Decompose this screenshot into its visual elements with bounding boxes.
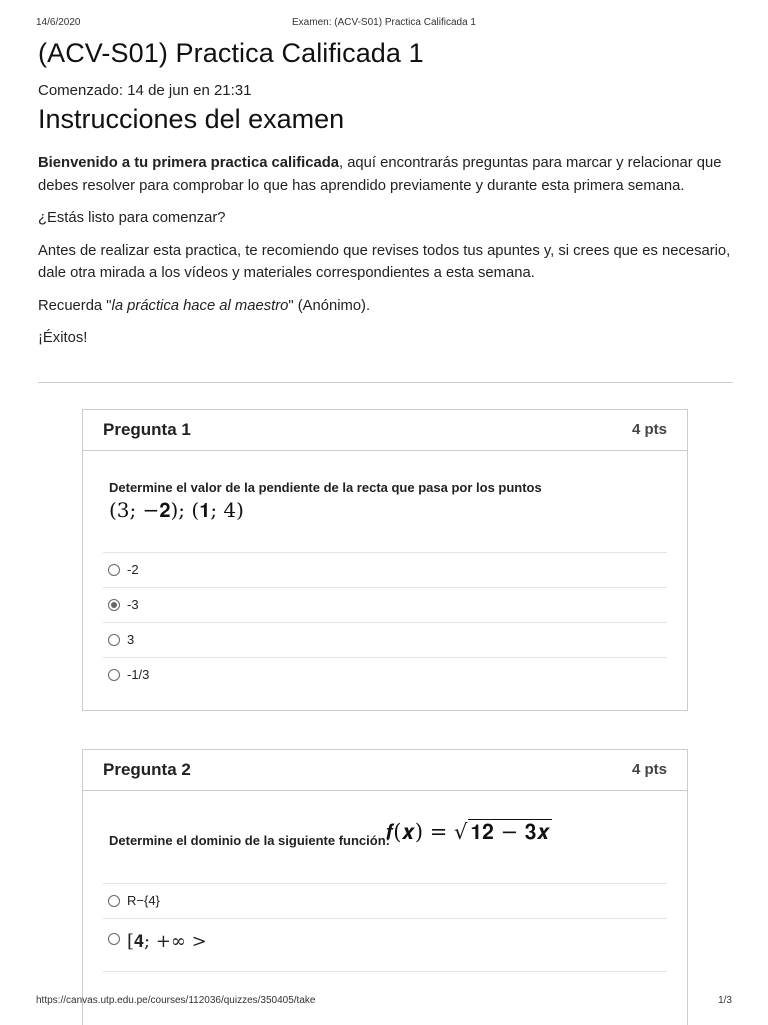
answer-label[interactable]: -2 [127,562,139,577]
question-math-expression [386,819,552,845]
answer-list [103,552,667,692]
function-lhs: 𝒇(𝒙) = √ [386,820,468,844]
answer-label[interactable]: R−{4} [127,893,160,908]
radio-button[interactable] [108,895,120,907]
print-header [36,17,732,31]
radio-button[interactable] [108,564,120,576]
instructions-paragraph-welcome [38,152,738,197]
answer-option[interactable] [103,587,667,622]
question-points: 4 pts [631,761,667,778]
answer-option[interactable] [103,622,667,657]
answer-label[interactable]: [𝟒; +∞ > [127,931,207,952]
radio-button[interactable] [108,933,120,945]
quote-italic: la práctica hace al maestro [111,297,289,314]
quiz-title: (ACV-S01) Practica Calificada 1 [38,38,424,68]
instructions-body [38,152,738,360]
question-card-2 [82,749,688,1025]
instructions-heading: Instrucciones del examen [38,104,345,134]
answer-option[interactable] [103,552,667,587]
print-page-number: 1/3 [718,995,732,1006]
question-header [83,410,687,451]
welcome-rest-text: , aquí encontrarás preguntas para marcar y relacionar que debes resolver para comprobar lo que has aprendido previamente y durante esta primera semana. [38,155,722,194]
instructions-paragraph-ready: ¿Estás listo para comenzar? [38,210,226,226]
quote-prefix: Recuerda " [38,297,112,314]
welcome-bold-text: Bienvenido a tu primera practica calificada [38,155,339,171]
quote-suffix: " (Anónimo). [288,297,371,314]
instructions-divider [38,382,733,383]
question-card-1 [82,409,688,711]
print-footer [36,995,732,1009]
instructions-paragraph-quote [38,295,738,318]
question-header [83,750,687,791]
answer-option[interactable] [103,918,667,971]
question-text: Determine el valor de la pendiente de la recta que pasa por los puntos [109,480,542,495]
answer-label[interactable]: -3 [127,597,139,612]
answer-label[interactable]: 3 [127,632,135,647]
radio-button[interactable] [108,634,120,646]
answer-option[interactable] [103,883,667,918]
answer-divider [103,971,667,972]
answer-list [103,883,667,972]
question-text: Determine el dominio de la siguiente función: [109,833,390,848]
question-math-expression: (3; −𝟐); (𝟏; 4) [109,498,244,522]
started-timestamp: Comenzado: 14 de jun en 21:31 [38,82,252,99]
print-page-title: Examen: (ACV-S01) Practica Calificada 1 [292,17,476,28]
answer-label[interactable]: -1/3 [127,667,150,682]
answer-option[interactable] [103,657,667,692]
question-name: Pregunta 1 [103,420,191,439]
question-points: 4 pts [631,421,667,438]
radio-button-selected[interactable] [108,599,120,611]
print-url: https://canvas.utp.edu.pe/courses/112036/quizzes/350405/take [36,995,316,1006]
sqrt-radicand: 𝟏𝟐 − 𝟑𝒙 [470,820,550,844]
print-date: 14/6/2020 [36,17,81,28]
instructions-paragraph-success: ¡Éxitos! [38,330,88,346]
question-name: Pregunta 2 [103,760,191,779]
radio-button[interactable] [108,669,120,681]
instructions-paragraph-review: Antes de realizar esta practica, te recomiendo que revises todos tus apuntes y, si crees que es necesario, dale otra mirada a los vídeos y materiales correspondientes a esta semana. [38,242,731,281]
